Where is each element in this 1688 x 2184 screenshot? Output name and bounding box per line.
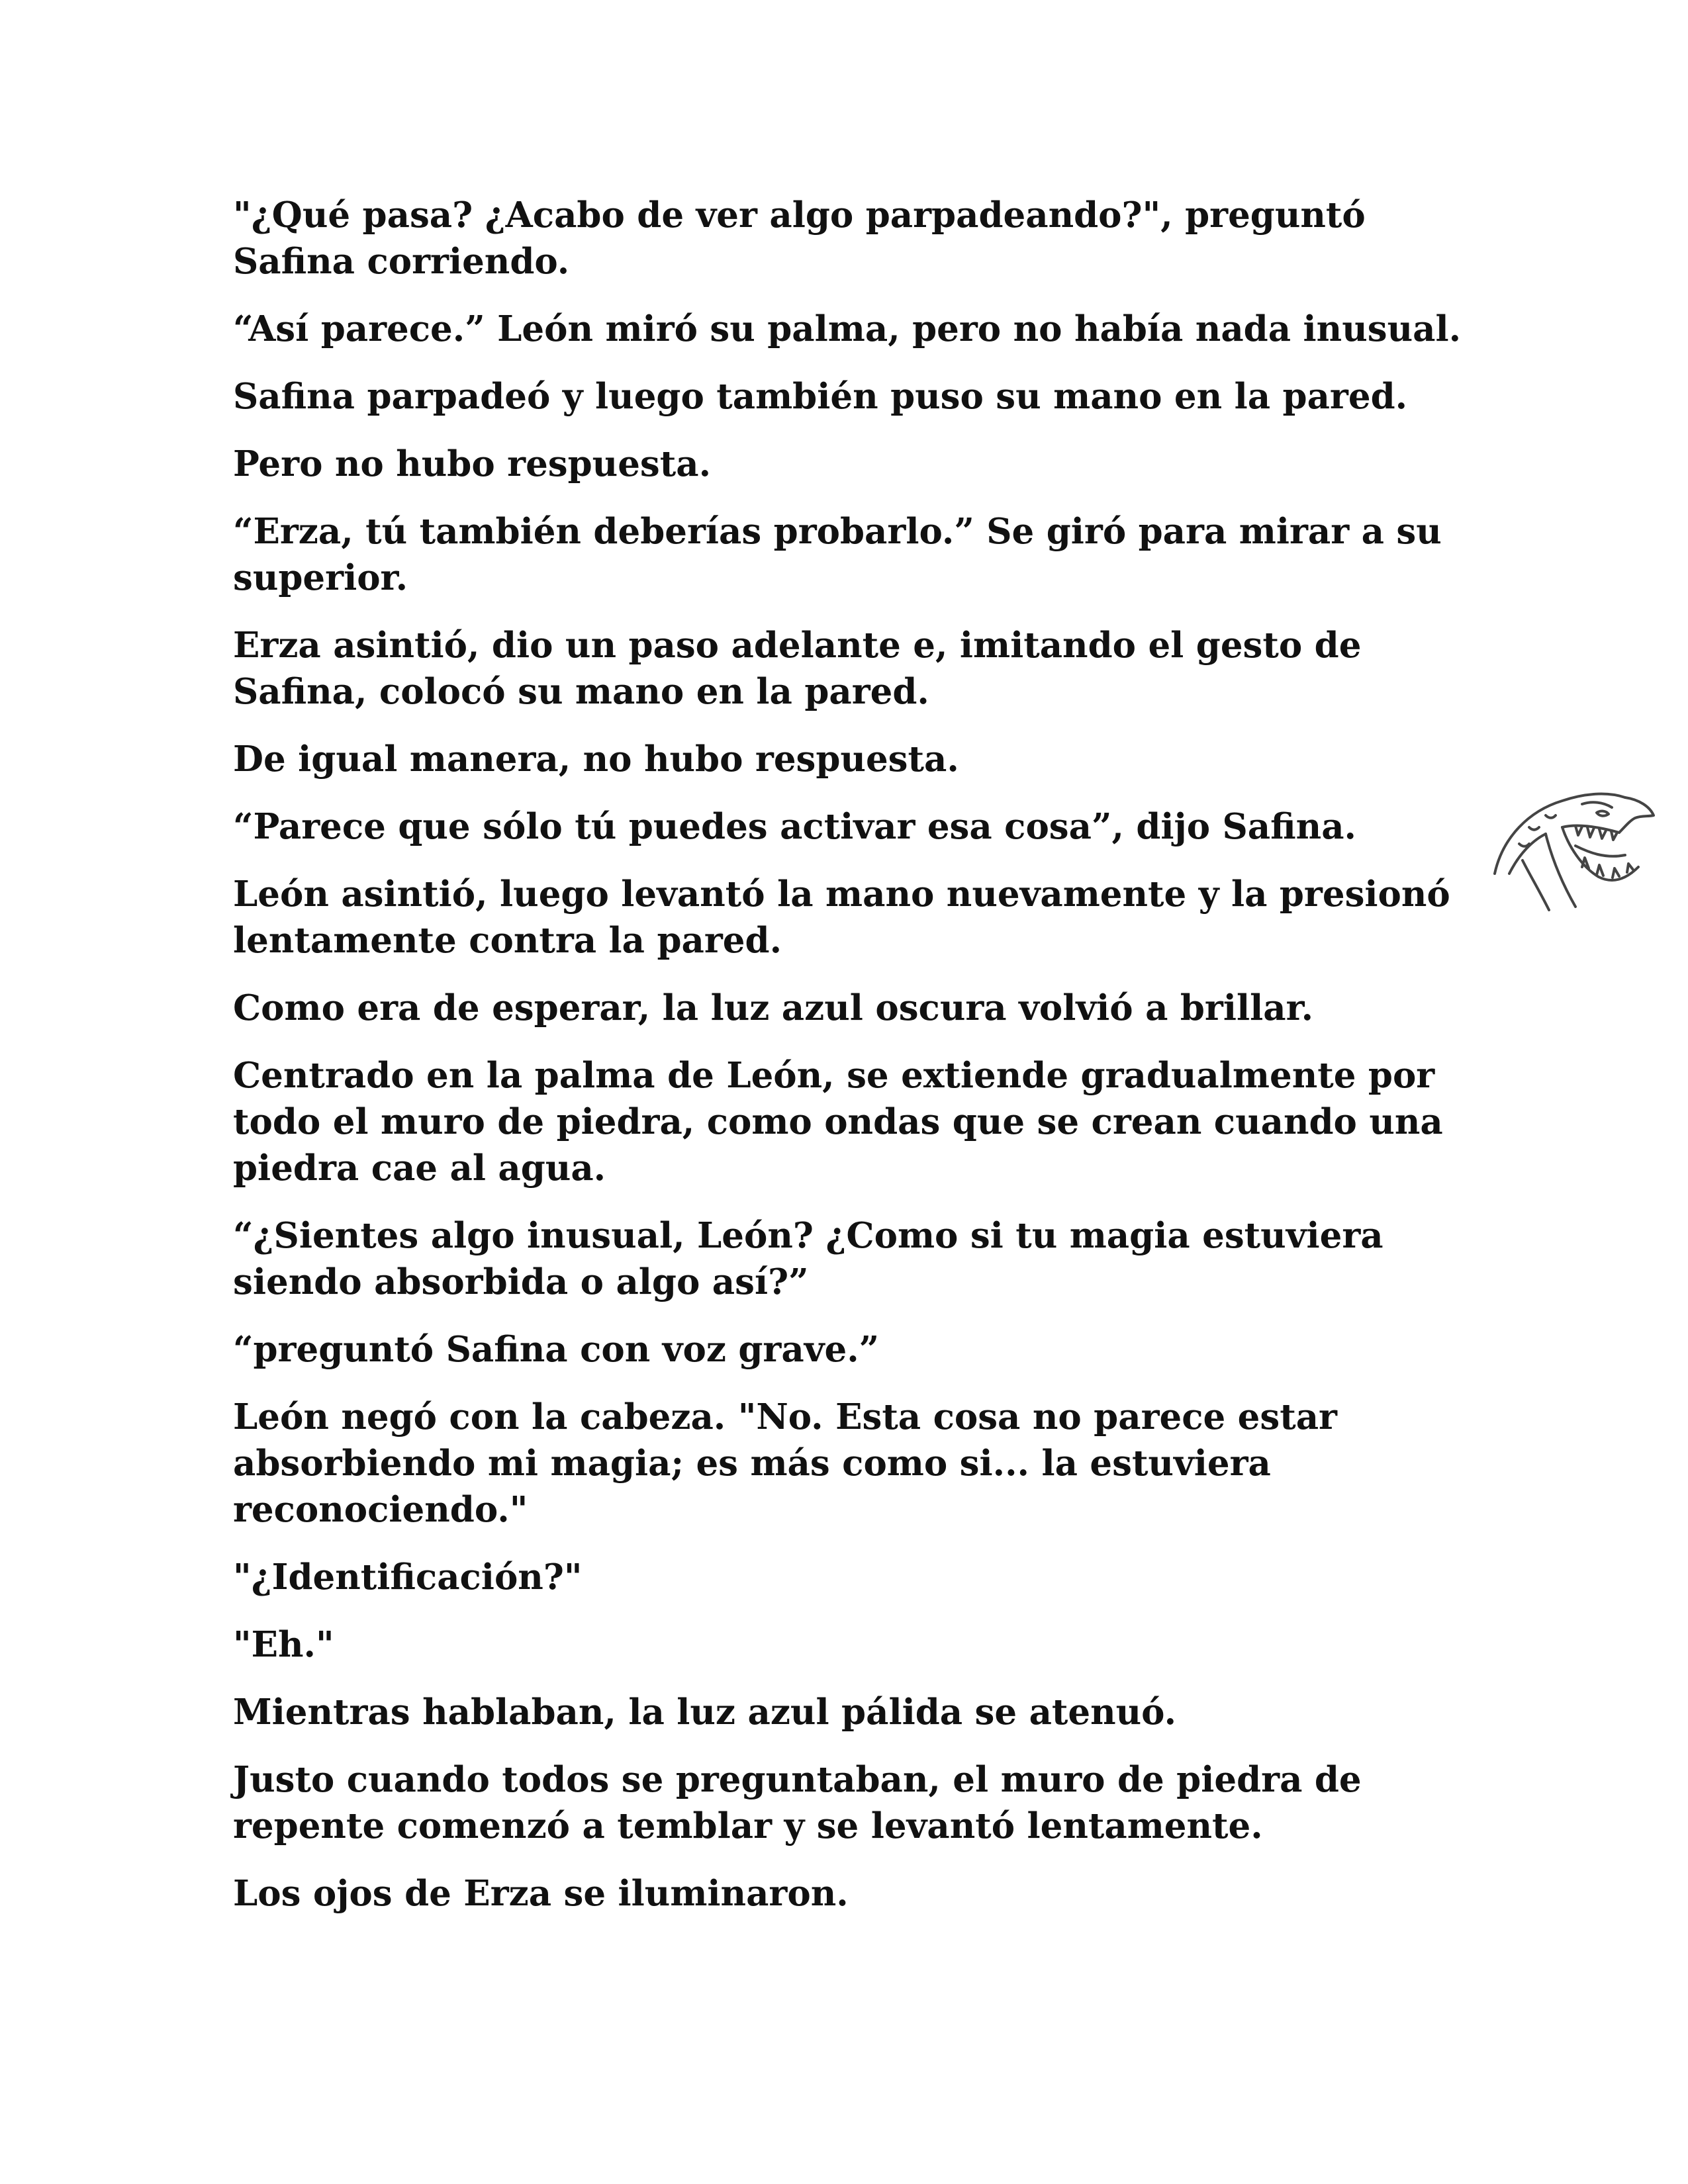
paragraph-9: León asintió, luego levantó la mano nuevamente y la presionó lentamente contra la pared. <box>233 874 1450 961</box>
paragraph-5: “Erza, tú también deberías probarlo.” Se giró para mirar a su superior. <box>233 511 1442 598</box>
paragraph-16: "Eh." <box>233 1624 334 1665</box>
paragraph-3: Safina parpadeó y luego también puso su mano en la pared. <box>233 376 1408 417</box>
paragraph-18: Justo cuando todos se preguntaban, el muro de piedra de repente comenzó a temblar y se levantó lentamente. <box>233 1759 1362 1846</box>
paragraph-4: Pero no hubo respuesta. <box>233 443 712 484</box>
paragraph-14: León negó con la cabeza. "No. Esta cosa no parece estar absorbiendo mi magia; es más como si... la estuviera reconociendo." <box>233 1396 1337 1530</box>
paragraph-8: “Parece que sólo tú puedes activar esa cosa”, dijo Safina. <box>233 806 1357 847</box>
paragraph-10: Como era de esperar, la luz azul oscura volvió a brillar. <box>233 987 1314 1028</box>
paragraph-11: Centrado en la palma de León, se extiende gradualmente por todo el muro de piedra, como ondas que se crean cuando una piedra cae al agua. <box>233 1055 1443 1189</box>
paragraph-7: De igual manera, no hubo respuesta. <box>233 739 959 780</box>
paragraph-13: “preguntó Safina con voz grave.” <box>233 1329 880 1370</box>
paragraph-15: "¿Identificación?" <box>233 1557 583 1598</box>
story-text <box>233 192 1491 1938</box>
paragraph-1: "¿Qué pasa? ¿Acabo de ver algo parpadeando?", preguntó Safina corriendo. <box>233 195 1366 282</box>
dinosaur-head-icon <box>1483 774 1662 927</box>
paragraph-6: Erza asintió, dio un paso adelante e, imitando el gesto de Safina, colocó su mano en la pared. <box>233 625 1362 712</box>
paragraph-19: Los ojos de Erza se iluminaron. <box>233 1873 849 1914</box>
paragraph-2: “Así parece.” León miró su palma, pero no había nada inusual. <box>233 308 1462 349</box>
paragraph-12: “¿Sientes algo inusual, León? ¿Como si tu magia estuviera siendo absorbida o algo así?” <box>233 1215 1383 1302</box>
paragraph-17: Mientras hablaban, la luz azul pálida se atenuó. <box>233 1692 1177 1733</box>
